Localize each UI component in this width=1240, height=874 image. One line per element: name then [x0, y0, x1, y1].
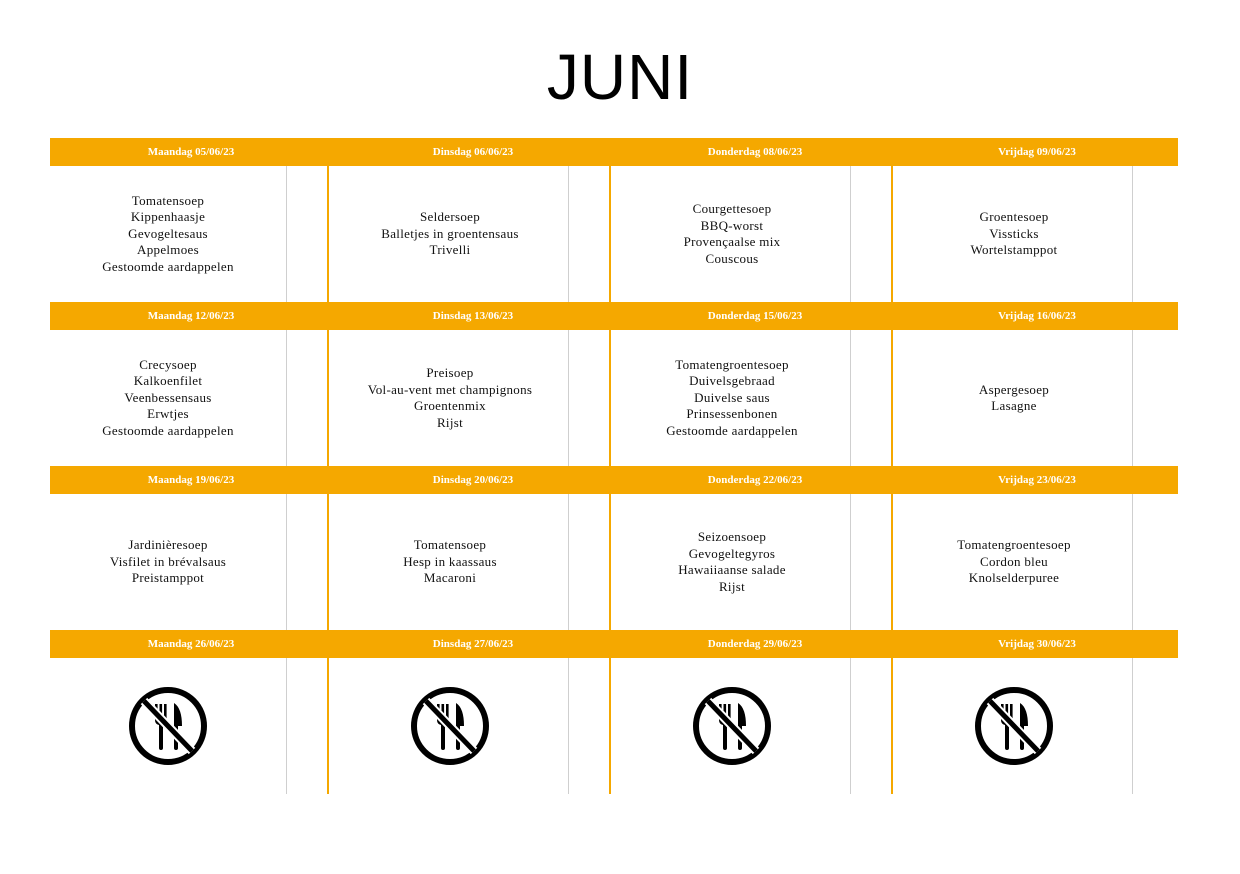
menu-items [896, 166, 1132, 302]
menu-item: Duivelse saus [694, 389, 770, 405]
day-header: Dinsdag 27/06/23 [432, 638, 514, 650]
menu-item: Tomatengroentesoep [675, 356, 789, 372]
week-block [50, 138, 1178, 302]
menu-item: Couscous [705, 250, 759, 266]
menu-item: Wortelstamppot [970, 242, 1058, 258]
menu-item: Duivelsgebraad [689, 373, 775, 389]
day-header: Dinsdag 20/06/23 [432, 474, 514, 486]
day-header-row [50, 138, 1178, 166]
day-header: Vrijdag 23/06/23 [998, 474, 1076, 486]
day-header: Vrijdag 30/06/23 [998, 638, 1076, 650]
menu-item: Preistamppot [131, 570, 205, 586]
menu-item: Rijst [436, 414, 464, 430]
menu-items [332, 330, 568, 466]
menu-item: Gevogeltesaus [128, 225, 208, 241]
day-header: Maandag 26/06/23 [147, 638, 235, 650]
day-menu-cell [50, 494, 332, 630]
menu-item: Lasagne [991, 398, 1037, 413]
menu-item: Tomatengroentesoep [957, 537, 1071, 553]
divider [286, 330, 287, 466]
menu-items [614, 494, 850, 630]
menu-items [50, 166, 286, 302]
day-menu-cell [614, 658, 896, 794]
menu-row [50, 494, 1178, 630]
page-title: JUNI [546, 41, 694, 113]
menu-item: Gestoomde aardappelen [102, 422, 234, 438]
menu-items [614, 330, 850, 466]
day-menu-cell [50, 658, 332, 794]
divider [568, 330, 569, 466]
menu-item: Seldersoep [419, 209, 481, 225]
divider [1132, 494, 1133, 630]
day-menu-cell [896, 658, 1178, 794]
day-menu-cell [896, 494, 1178, 630]
menu-item: Prinsessenbonen [686, 406, 778, 422]
column-separator [891, 330, 893, 466]
day-menu-cell [896, 166, 1178, 302]
day-header: Dinsdag 13/06/23 [432, 310, 514, 322]
menu-items [332, 494, 568, 630]
divider [568, 494, 569, 630]
week-block [50, 630, 1178, 794]
menu-item: Tomatensoep [413, 537, 487, 553]
column-separator [609, 658, 611, 794]
day-menu-cell [332, 330, 614, 466]
column-separator [609, 330, 611, 466]
menu-item: Groentenmix [414, 398, 486, 413]
menu-item: Appelmoes [137, 242, 199, 258]
column-separator [327, 494, 329, 630]
menu-items [614, 658, 850, 794]
day-menu-cell [50, 330, 332, 466]
menu-item: Vissticks [989, 225, 1039, 241]
menu-items [50, 494, 286, 630]
menu-item: Preisoep [426, 365, 474, 380]
column-separator [327, 658, 329, 794]
divider [850, 330, 851, 466]
menu-items [50, 658, 286, 794]
column-separator [609, 494, 611, 630]
divider [568, 166, 569, 302]
menu-items [332, 166, 568, 302]
menu-row [50, 166, 1178, 302]
menu-item: Kalkoenfilet [133, 373, 203, 389]
menu-item: Courgettesoep [692, 201, 772, 216]
day-header-row [50, 466, 1178, 494]
no-food-icon [692, 686, 772, 766]
menu-item: Crecysoep [139, 356, 197, 372]
menu-item: Balletjes in groentensaus [381, 225, 519, 241]
day-header: Maandag 05/06/23 [147, 146, 235, 158]
no-food-icon [974, 686, 1054, 766]
menu-calendar [50, 138, 1178, 794]
day-menu-cell [332, 166, 614, 302]
menu-item: Trivelli [429, 242, 471, 258]
menu-item: Erwtjes [147, 406, 189, 422]
menu-item: Groentesoep [979, 209, 1049, 225]
day-header-row [50, 302, 1178, 330]
day-header: Vrijdag 09/06/23 [998, 146, 1076, 158]
menu-row [50, 330, 1178, 466]
menu-item: Gestoomde aardappelen [666, 422, 798, 438]
column-separator [609, 166, 611, 302]
menu-items [614, 166, 850, 302]
day-menu-cell [614, 330, 896, 466]
menu-item: Hesp in kaassaus [403, 553, 497, 569]
divider [286, 658, 287, 794]
menu-item: Visfilet in brévalsaus [109, 553, 227, 569]
menu-items [332, 658, 568, 794]
menu-item: Knolselderpuree [968, 570, 1060, 586]
menu-item: Tomatensoep [131, 192, 205, 208]
menu-item: Cordon bleu [980, 553, 1048, 569]
day-menu-cell [332, 658, 614, 794]
menu-item: Veenbessensaus [124, 389, 212, 405]
column-separator [891, 494, 893, 630]
divider [850, 658, 851, 794]
menu-item: BBQ-worst [700, 217, 764, 233]
day-header: Maandag 19/06/23 [147, 474, 235, 486]
menu-items [50, 330, 286, 466]
menu-item: Jardinièresoep [128, 537, 208, 553]
day-header: Donderdag 08/06/23 [707, 146, 803, 158]
day-header: Maandag 12/06/23 [147, 310, 235, 322]
week-block [50, 302, 1178, 466]
day-header: Dinsdag 06/06/23 [432, 146, 514, 158]
day-menu-cell [332, 494, 614, 630]
menu-row [50, 658, 1178, 794]
divider [1132, 166, 1133, 302]
menu-item: Gevogeltegyros [688, 545, 776, 561]
column-separator [891, 166, 893, 302]
divider [286, 494, 287, 630]
divider [286, 166, 287, 302]
divider [1132, 330, 1133, 466]
day-header: Donderdag 15/06/23 [707, 310, 803, 322]
day-menu-cell [614, 494, 896, 630]
no-food-icon [410, 686, 490, 766]
column-separator [327, 166, 329, 302]
divider [850, 494, 851, 630]
menu-items [896, 330, 1132, 466]
menu-item: Vol-au-vent met champignons [367, 381, 533, 397]
column-separator [891, 658, 893, 794]
week-block [50, 466, 1178, 630]
menu-items [896, 658, 1132, 794]
menu-item: Aspergesoep [978, 381, 1050, 397]
day-menu-cell [50, 166, 332, 302]
column-separator [327, 330, 329, 466]
no-food-icon [128, 686, 208, 766]
divider [1132, 658, 1133, 794]
divider [850, 166, 851, 302]
menu-item: Rijst [718, 578, 746, 594]
menu-items [896, 494, 1132, 630]
menu-item: Seizoensoep [697, 529, 767, 544]
day-header: Donderdag 29/06/23 [707, 638, 803, 650]
day-header-row [50, 630, 1178, 658]
menu-item: Hawaiiaanse salade [678, 562, 786, 577]
day-menu-cell [614, 166, 896, 302]
day-menu-cell [896, 330, 1178, 466]
menu-item: Macaroni [423, 570, 477, 586]
menu-item: Gestoomde aardappelen [102, 258, 234, 274]
day-header: Vrijdag 16/06/23 [998, 310, 1076, 322]
menu-item: Provençaalse mix [683, 234, 781, 249]
divider [568, 658, 569, 794]
day-header: Donderdag 22/06/23 [707, 474, 803, 486]
menu-item: Kippenhaasje [130, 209, 206, 225]
